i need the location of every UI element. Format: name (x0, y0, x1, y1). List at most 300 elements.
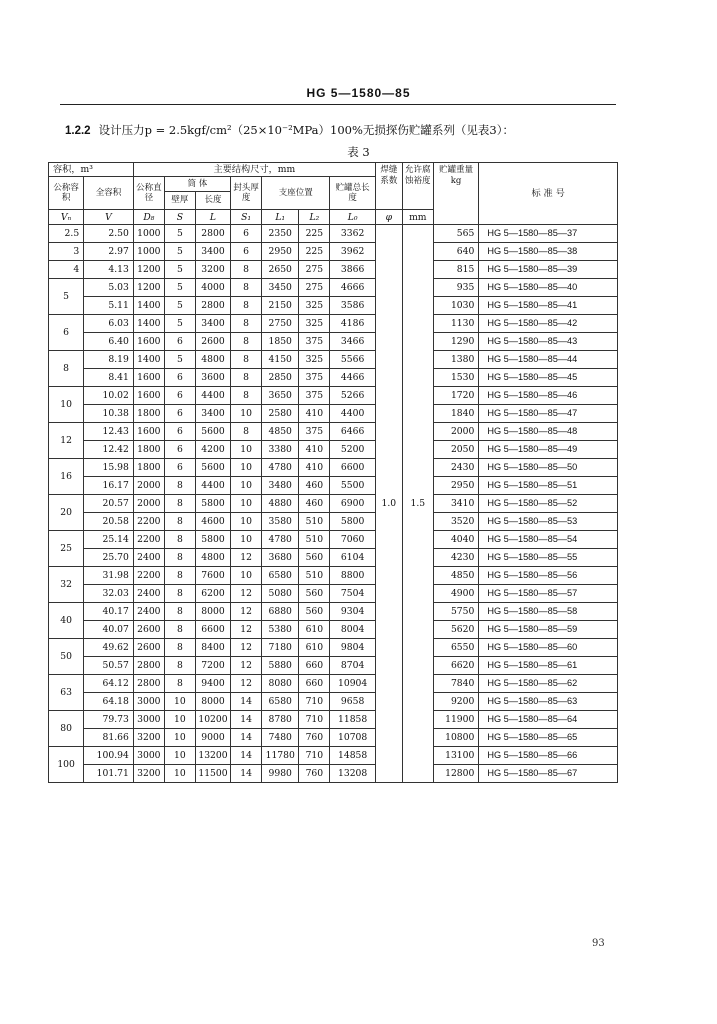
total-volume-cell: 81.66 (84, 729, 134, 747)
header-diameter: 公称直径 (133, 177, 164, 210)
support-l2-cell: 325 (299, 351, 330, 369)
standard-number-cell: HG 5—1580—85—43 (479, 333, 618, 351)
diameter-cell: 2200 (133, 567, 164, 585)
nominal-volume-cell: 80 (49, 711, 84, 747)
weight-cell: 1030 (433, 297, 479, 315)
total-volume-cell: 64.12 (84, 675, 134, 693)
total-volume-cell: 32.03 (84, 585, 134, 603)
head-thickness-cell: 10 (231, 531, 262, 549)
length-cell: 3400 (195, 405, 230, 423)
overall-length-cell: 10904 (330, 675, 376, 693)
nominal-volume-cell: 63 (49, 675, 84, 711)
diameter-cell: 3000 (133, 711, 164, 729)
total-volume-cell: 31.98 (84, 567, 134, 585)
support-l2-cell: 275 (299, 261, 330, 279)
length-cell: 3200 (195, 261, 230, 279)
support-l2-cell: 660 (299, 675, 330, 693)
nominal-volume-cell: 8 (49, 351, 84, 387)
length-cell: 7200 (195, 657, 230, 675)
support-l1-cell: 6580 (262, 567, 299, 585)
nominal-volume-cell: 3 (49, 243, 84, 261)
support-l2-cell: 225 (299, 225, 330, 243)
length-cell: 9000 (195, 729, 230, 747)
thickness-cell: 8 (164, 567, 195, 585)
total-volume-cell: 2.97 (84, 243, 134, 261)
support-l1-cell: 3450 (262, 279, 299, 297)
support-l2-cell: 660 (299, 657, 330, 675)
nominal-volume-cell: 10 (49, 387, 84, 423)
overall-length-cell: 8704 (330, 657, 376, 675)
total-volume-cell: 49.62 (84, 639, 134, 657)
total-volume-cell: 8.19 (84, 351, 134, 369)
head-thickness-cell: 6 (231, 225, 262, 243)
support-l1-cell: 2750 (262, 315, 299, 333)
standard-number-cell: HG 5—1580—85—42 (479, 315, 618, 333)
support-l2-cell: 610 (299, 621, 330, 639)
diameter-cell: 2800 (133, 657, 164, 675)
overall-length-cell: 7060 (330, 531, 376, 549)
head-thickness-cell: 10 (231, 495, 262, 513)
support-l2-cell: 760 (299, 729, 330, 747)
symbol-dg: D₈ (133, 210, 164, 225)
overall-length-cell: 3362 (330, 225, 376, 243)
section-number: 1.2.2 (65, 125, 91, 137)
table-row (49, 711, 618, 729)
total-volume-cell: 5.03 (84, 279, 134, 297)
header-shell-label: 筒 体 (165, 177, 230, 192)
overall-length-cell: 9658 (330, 693, 376, 711)
length-cell: 7600 (195, 567, 230, 585)
diameter-cell: 1600 (133, 387, 164, 405)
support-l2-cell: 410 (299, 441, 330, 459)
support-l2-cell: 325 (299, 315, 330, 333)
total-volume-cell: 12.42 (84, 441, 134, 459)
standard-number-cell: HG 5—1580—85—54 (479, 531, 618, 549)
support-l2-cell: 560 (299, 585, 330, 603)
support-l1-cell: 8080 (262, 675, 299, 693)
symbol-l0: L₀ (330, 210, 376, 225)
standard-number-cell: HG 5—1580—85—58 (479, 603, 618, 621)
total-volume-cell: 20.58 (84, 513, 134, 531)
overall-length-cell: 4186 (330, 315, 376, 333)
overall-length-cell: 5500 (330, 477, 376, 495)
total-volume-cell: 15.98 (84, 459, 134, 477)
length-cell: 5800 (195, 495, 230, 513)
support-l1-cell: 11780 (262, 747, 299, 765)
overall-length-cell: 11858 (330, 711, 376, 729)
support-l2-cell: 610 (299, 639, 330, 657)
nominal-volume-cell: 2.5 (49, 225, 84, 243)
support-l1-cell: 2350 (262, 225, 299, 243)
standard-number-cell: HG 5—1580—85—37 (479, 225, 618, 243)
head-thickness-cell: 8 (231, 423, 262, 441)
table-row (49, 477, 618, 495)
support-l2-cell: 760 (299, 765, 330, 783)
standard-number-cell: HG 5—1580—85—49 (479, 441, 618, 459)
support-l2-cell: 710 (299, 747, 330, 765)
weight-cell: 6620 (433, 657, 479, 675)
standard-number-cell: HG 5—1580—85—44 (479, 351, 618, 369)
length-cell: 4800 (195, 351, 230, 369)
head-thickness-cell: 12 (231, 675, 262, 693)
support-l2-cell: 375 (299, 387, 330, 405)
standard-number-cell: HG 5—1580—85—52 (479, 495, 618, 513)
head-thickness-cell: 14 (231, 711, 262, 729)
weight-cell: 1380 (433, 351, 479, 369)
total-volume-cell: 6.40 (84, 333, 134, 351)
head-thickness-cell: 12 (231, 603, 262, 621)
support-l2-cell: 460 (299, 477, 330, 495)
table-row (49, 243, 618, 261)
length-cell: 4000 (195, 279, 230, 297)
weight-cell: 1130 (433, 315, 479, 333)
standard-number-cell: HG 5—1580—85—61 (479, 657, 618, 675)
thickness-cell: 8 (164, 603, 195, 621)
total-volume-cell: 50.57 (84, 657, 134, 675)
thickness-cell: 6 (164, 441, 195, 459)
weight-cell: 2050 (433, 441, 479, 459)
support-l2-cell: 560 (299, 603, 330, 621)
thickness-cell: 5 (164, 225, 195, 243)
standard-number-cell: HG 5—1580—85—66 (479, 747, 618, 765)
nominal-volume-cell: 20 (49, 495, 84, 531)
head-thickness-cell: 12 (231, 585, 262, 603)
overall-length-cell: 6600 (330, 459, 376, 477)
table-row (49, 351, 618, 369)
diameter-cell: 1800 (133, 405, 164, 423)
support-l1-cell: 7480 (262, 729, 299, 747)
support-l1-cell: 6880 (262, 603, 299, 621)
nominal-volume-cell: 32 (49, 567, 84, 603)
table-row (49, 747, 618, 765)
length-cell: 3600 (195, 369, 230, 387)
symbol-mm: mm (402, 210, 433, 225)
thickness-cell: 5 (164, 297, 195, 315)
standard-number-cell: HG 5—1580—85—45 (479, 369, 618, 387)
weight-cell: 11900 (433, 711, 479, 729)
weight-cell: 640 (433, 243, 479, 261)
overall-length-cell: 5800 (330, 513, 376, 531)
table-row (49, 639, 618, 657)
symbol-s: S (164, 210, 195, 225)
header-total: 全容积 (84, 177, 134, 210)
weight-cell: 565 (433, 225, 479, 243)
support-l1-cell: 5080 (262, 585, 299, 603)
overall-length-cell: 9804 (330, 639, 376, 657)
support-l1-cell: 7180 (262, 639, 299, 657)
header-overall-length: 贮罐总长度 (330, 177, 376, 210)
table-row (49, 495, 618, 513)
total-volume-cell: 2.50 (84, 225, 134, 243)
support-l1-cell: 3480 (262, 477, 299, 495)
support-l2-cell: 375 (299, 369, 330, 387)
weight-cell: 7840 (433, 675, 479, 693)
overall-length-cell: 4400 (330, 405, 376, 423)
section-title (65, 122, 514, 138)
weight-cell: 1720 (433, 387, 479, 405)
diameter-cell: 2000 (133, 477, 164, 495)
total-volume-cell: 4.13 (84, 261, 134, 279)
thickness-cell: 8 (164, 477, 195, 495)
standard-number-cell: HG 5—1580—85—64 (479, 711, 618, 729)
length-cell: 4200 (195, 441, 230, 459)
thickness-cell: 6 (164, 459, 195, 477)
diameter-cell: 2400 (133, 603, 164, 621)
diameter-cell: 1600 (133, 369, 164, 387)
head-thickness-cell: 14 (231, 747, 262, 765)
weight-cell: 10800 (433, 729, 479, 747)
head-thickness-cell: 8 (231, 297, 262, 315)
length-cell: 5600 (195, 423, 230, 441)
weight-cell: 6550 (433, 639, 479, 657)
support-l2-cell: 375 (299, 423, 330, 441)
thickness-cell: 8 (164, 531, 195, 549)
support-l1-cell: 2580 (262, 405, 299, 423)
weight-cell: 5750 (433, 603, 479, 621)
diameter-cell: 2600 (133, 621, 164, 639)
nominal-volume-cell: 12 (49, 423, 84, 459)
thickness-cell: 8 (164, 585, 195, 603)
support-l1-cell: 6580 (262, 693, 299, 711)
total-volume-cell: 10.38 (84, 405, 134, 423)
total-volume-cell: 25.14 (84, 531, 134, 549)
length-cell: 4600 (195, 513, 230, 531)
table-row (49, 315, 618, 333)
overall-length-cell: 10708 (330, 729, 376, 747)
support-l2-cell: 460 (299, 495, 330, 513)
weight-cell: 2000 (433, 423, 479, 441)
thickness-cell: 8 (164, 675, 195, 693)
length-cell: 13200 (195, 747, 230, 765)
support-l2-cell: 510 (299, 531, 330, 549)
header-dimensions: 主要结构尺寸，mm (133, 163, 375, 177)
thickness-cell: 10 (164, 693, 195, 711)
standard-number-cell: HG 5—1580—85—53 (479, 513, 618, 531)
length-cell: 8000 (195, 603, 230, 621)
support-l1-cell: 9980 (262, 765, 299, 783)
length-cell: 2800 (195, 225, 230, 243)
table-row (49, 405, 618, 423)
support-l1-cell: 4780 (262, 459, 299, 477)
head-thickness-cell: 10 (231, 567, 262, 585)
overall-length-cell: 7504 (330, 585, 376, 603)
head-thickness-cell: 8 (231, 369, 262, 387)
table-row (49, 225, 618, 243)
standard-code: HG 5—1580—85 (306, 86, 411, 100)
support-l2-cell: 410 (299, 459, 330, 477)
overall-length-cell: 5200 (330, 441, 376, 459)
total-volume-cell: 101.71 (84, 765, 134, 783)
head-thickness-cell: 10 (231, 441, 262, 459)
overall-length-cell: 3866 (330, 261, 376, 279)
table-row (49, 387, 618, 405)
header-volume: 容积，m³ (49, 163, 134, 177)
thickness-cell: 8 (164, 639, 195, 657)
support-l1-cell: 1850 (262, 333, 299, 351)
symbol-v: V (84, 210, 134, 225)
diameter-cell: 1000 (133, 225, 164, 243)
weight-cell: 3520 (433, 513, 479, 531)
diameter-cell: 1000 (133, 243, 164, 261)
diameter-cell: 1800 (133, 441, 164, 459)
nominal-volume-cell: 5 (49, 279, 84, 315)
overall-length-cell: 4466 (330, 369, 376, 387)
support-l1-cell: 4850 (262, 423, 299, 441)
table-row (49, 531, 618, 549)
diameter-cell: 1600 (133, 423, 164, 441)
overall-length-cell: 5266 (330, 387, 376, 405)
page-number: 93 (592, 938, 605, 949)
table-row (49, 441, 618, 459)
header-nominal: 公称容积 (49, 177, 84, 210)
weight-cell: 2950 (433, 477, 479, 495)
weight-cell: 1530 (433, 369, 479, 387)
head-thickness-cell: 14 (231, 765, 262, 783)
diameter-cell: 2600 (133, 639, 164, 657)
nominal-volume-cell: 50 (49, 639, 84, 675)
diameter-cell: 2800 (133, 675, 164, 693)
total-volume-cell: 20.57 (84, 495, 134, 513)
total-volume-cell: 79.73 (84, 711, 134, 729)
standard-number-cell: HG 5—1580—85—55 (479, 549, 618, 567)
standard-number-cell: HG 5—1580—85—63 (479, 693, 618, 711)
weight-cell: 4040 (433, 531, 479, 549)
thickness-cell: 10 (164, 729, 195, 747)
overall-length-cell: 8004 (330, 621, 376, 639)
standard-number-cell: HG 5—1580—85—48 (479, 423, 618, 441)
head-thickness-cell: 10 (231, 477, 262, 495)
head-thickness-cell: 12 (231, 657, 262, 675)
thickness-cell: 5 (164, 351, 195, 369)
weight-cell: 4850 (433, 567, 479, 585)
support-l2-cell: 710 (299, 693, 330, 711)
thickness-cell: 8 (164, 513, 195, 531)
header-length: 长度 (204, 195, 222, 205)
table-row (49, 621, 618, 639)
weight-cell: 2430 (433, 459, 479, 477)
support-l2-cell: 510 (299, 567, 330, 585)
standard-number-cell: HG 5—1580—85—65 (479, 729, 618, 747)
standard-number-cell: HG 5—1580—85—57 (479, 585, 618, 603)
table-caption: 表 3 (347, 145, 370, 159)
diameter-cell: 1800 (133, 459, 164, 477)
symbol-vn: Vₙ (49, 210, 84, 225)
support-l1-cell: 3380 (262, 441, 299, 459)
support-l2-cell: 710 (299, 711, 330, 729)
weight-cell: 1290 (433, 333, 479, 351)
support-l1-cell: 2950 (262, 243, 299, 261)
head-thickness-cell: 8 (231, 387, 262, 405)
weight-cell: 9200 (433, 693, 479, 711)
length-cell: 4400 (195, 477, 230, 495)
head-thickness-cell: 8 (231, 279, 262, 297)
nominal-volume-cell: 16 (49, 459, 84, 495)
diameter-cell: 1400 (133, 297, 164, 315)
standard-number-cell: HG 5—1580—85—41 (479, 297, 618, 315)
head-thickness-cell: 14 (231, 729, 262, 747)
thickness-cell: 6 (164, 423, 195, 441)
head-thickness-cell: 8 (231, 351, 262, 369)
length-cell: 4400 (195, 387, 230, 405)
support-l1-cell: 2150 (262, 297, 299, 315)
corrosion-allowance-cell: 1.5 (402, 225, 433, 783)
standard-number-cell: HG 5—1580—85—46 (479, 387, 618, 405)
section-text: 设计压力p = 2.5kgf/cm²（25×10⁻²MPa）100%无损探伤贮罐系列（见表3）： (98, 123, 514, 137)
support-l2-cell: 375 (299, 333, 330, 351)
diameter-cell: 3200 (133, 765, 164, 783)
total-volume-cell: 12.43 (84, 423, 134, 441)
table-row (49, 567, 618, 585)
thickness-cell: 10 (164, 765, 195, 783)
overall-length-cell: 13208 (330, 765, 376, 783)
symbol-phi: φ (375, 210, 402, 225)
nominal-volume-cell: 40 (49, 603, 84, 639)
length-cell: 6600 (195, 621, 230, 639)
header-weight: 贮罐重量 kg (433, 163, 479, 225)
thickness-cell: 6 (164, 387, 195, 405)
total-volume-cell: 64.18 (84, 693, 134, 711)
overall-length-cell: 3962 (330, 243, 376, 261)
length-cell: 6200 (195, 585, 230, 603)
weld-coefficient-cell: 1.0 (375, 225, 402, 783)
support-l1-cell: 2650 (262, 261, 299, 279)
thickness-cell: 6 (164, 369, 195, 387)
weight-cell: 12800 (433, 765, 479, 783)
header-support: 支座位置 (262, 177, 330, 210)
length-cell: 3400 (195, 315, 230, 333)
standard-number-cell: HG 5—1580—85—62 (479, 675, 618, 693)
support-l1-cell: 5380 (262, 621, 299, 639)
head-thickness-cell: 8 (231, 315, 262, 333)
symbol-l2: L₂ (299, 210, 330, 225)
thickness-cell: 10 (164, 747, 195, 765)
header-corrosion: 允许腐蚀裕度 (402, 163, 433, 210)
table-row (49, 585, 618, 603)
weight-cell: 3410 (433, 495, 479, 513)
thickness-cell: 8 (164, 549, 195, 567)
weight-cell: 13100 (433, 747, 479, 765)
thickness-cell: 10 (164, 711, 195, 729)
total-volume-cell: 16.17 (84, 477, 134, 495)
head-thickness-cell: 10 (231, 513, 262, 531)
table-row (49, 603, 618, 621)
thickness-cell: 6 (164, 405, 195, 423)
total-volume-cell: 40.07 (84, 621, 134, 639)
table-row (49, 729, 618, 747)
table-row (49, 549, 618, 567)
weight-cell: 1840 (433, 405, 479, 423)
thickness-cell: 5 (164, 315, 195, 333)
table-row (49, 693, 618, 711)
length-cell: 2600 (195, 333, 230, 351)
header-weld-coefficient: 焊缝系数 (375, 163, 402, 210)
table-row (49, 513, 618, 531)
length-cell: 10200 (195, 711, 230, 729)
standard-number-cell: HG 5—1580—85—60 (479, 639, 618, 657)
overall-length-cell: 3586 (330, 297, 376, 315)
standard-number-cell: HG 5—1580—85—39 (479, 261, 618, 279)
thickness-cell: 8 (164, 657, 195, 675)
symbol-s1: S₁ (231, 210, 262, 225)
support-l2-cell: 225 (299, 243, 330, 261)
head-thickness-cell: 10 (231, 405, 262, 423)
support-l1-cell: 4880 (262, 495, 299, 513)
header-standard-no: 标 准 号 (479, 163, 618, 225)
diameter-cell: 1200 (133, 279, 164, 297)
total-volume-cell: 100.94 (84, 747, 134, 765)
nominal-volume-cell: 4 (49, 261, 84, 279)
diameter-cell: 2400 (133, 549, 164, 567)
